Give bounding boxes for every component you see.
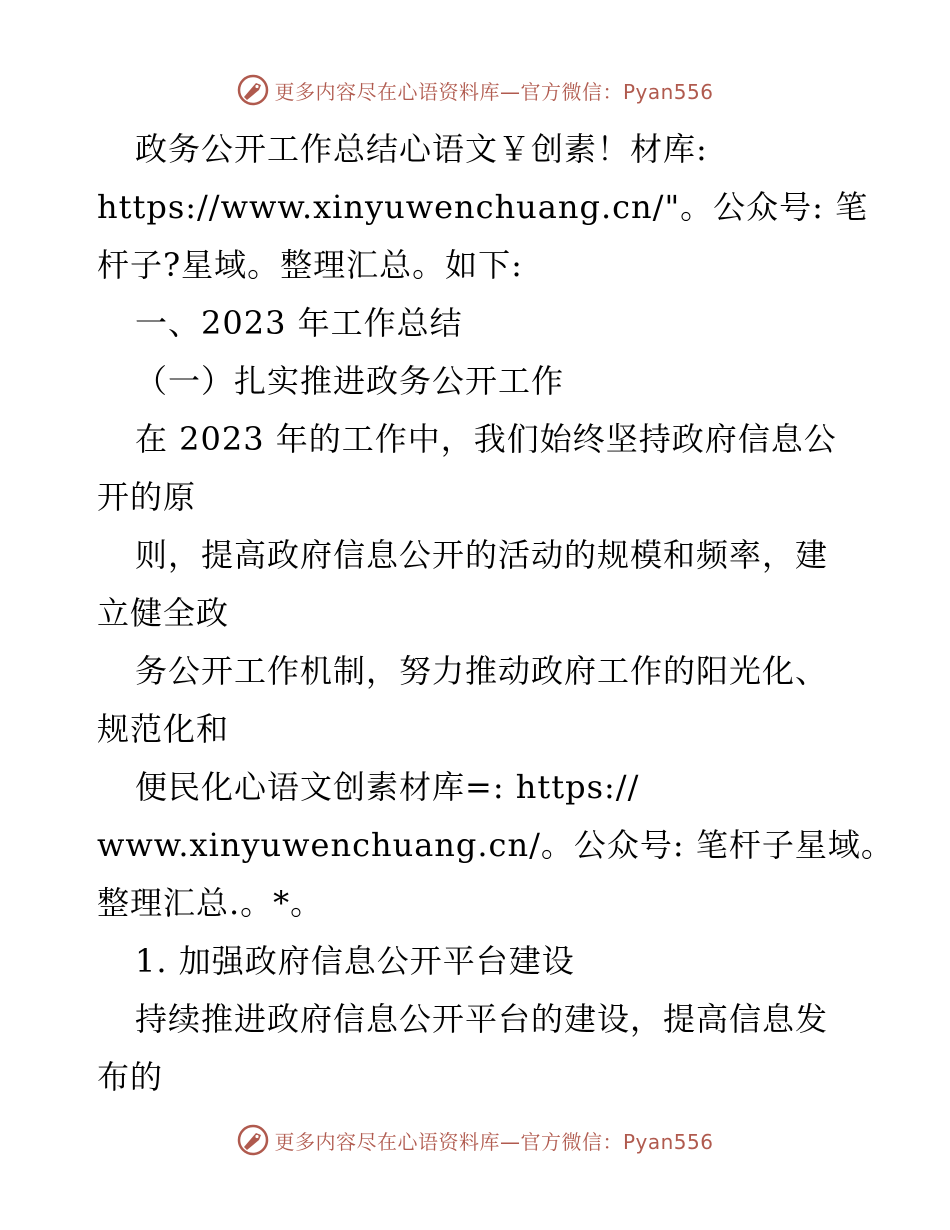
- subsection-heading: （一）扎实推进政务公开工作: [135, 362, 565, 400]
- section-heading: 一、2023 年工作总结: [135, 304, 463, 342]
- item-heading: 1. 加强政府信息公开平台建设: [135, 942, 575, 980]
- body-line: 务公开工作机制，努力推动政府工作的阳光化、: [135, 652, 829, 690]
- body-line: 便民化心语文创素材库=: https://: [135, 768, 640, 806]
- body-line: 则，提高政府信息公开的活动的规模和频率，建: [135, 536, 829, 574]
- body-line: 杆子?星域。整理汇总。如下:: [97, 246, 523, 284]
- body-line: 持续推进政府信息公开平台的建设，提高信息发: [135, 1000, 829, 1038]
- header-watermark-banner: [0, 70, 950, 110]
- pen-nib-logo-icon: [236, 1123, 270, 1157]
- body-line: 整理汇总.。*。: [97, 884, 324, 922]
- body-line: 开的原: [97, 478, 197, 516]
- body-line: www.xinyuwenchuang.cn/。公众号: 笔杆子星域。: [97, 826, 894, 864]
- body-line: 政务公开工作总结心语文￥创素！材库:: [135, 130, 708, 168]
- body-line: 规范化和: [97, 710, 230, 748]
- pen-nib-logo-icon: [236, 73, 270, 107]
- body-line: 立健全政: [97, 594, 230, 632]
- footer-watermark-banner: [0, 1120, 950, 1160]
- body-line: 布的: [97, 1058, 164, 1096]
- footer-watermark-text: 更多内容尽在心语资料库—官方微信：Pyan556: [274, 1129, 714, 1154]
- body-line: 在 2023 年的工作中，我们始终坚持政府信息公: [135, 420, 837, 458]
- document-body: [97, 120, 894, 1106]
- body-line: https://www.xinyuwenchuang.cn/"。公众号: 笔: [97, 188, 869, 226]
- header-watermark-text: 更多内容尽在心语资料库—官方微信：Pyan556: [274, 79, 714, 104]
